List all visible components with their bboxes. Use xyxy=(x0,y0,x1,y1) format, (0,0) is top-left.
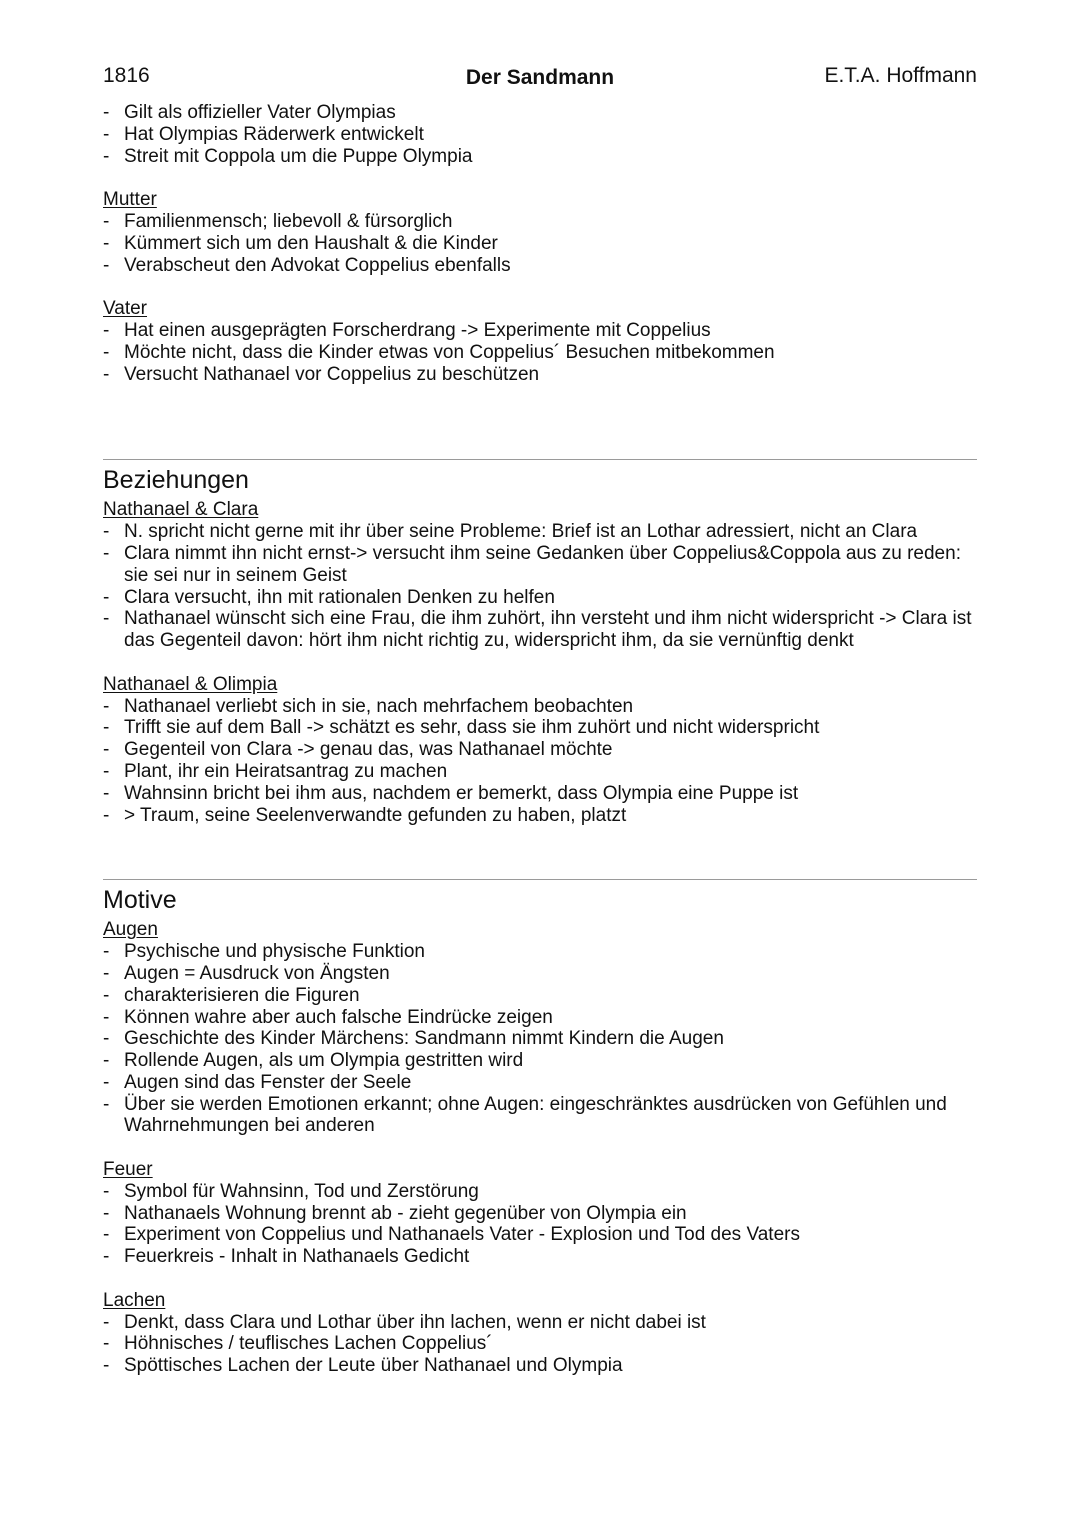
vater-list xyxy=(103,320,977,385)
list-item: - Über sie werden Emotionen erkannt; ohne Augen: eingeschränktes ausdrücken von Gefühlen und Wahrnehmungen bei anderen xyxy=(103,1094,977,1138)
list-item: - Augen = Ausdruck von Ängsten xyxy=(103,963,977,985)
vater-heading: Vater xyxy=(103,298,148,320)
list-item: - Nathanael wünscht sich eine Frau, die ihm zuhört, ihn versteht und ihm nicht widerspricht -> Clara ist das Gegenteil davon: hört ihm nicht richtig zu, widerspricht ihm, da sie vernünftig denkt xyxy=(103,608,977,652)
mutter-list xyxy=(103,211,977,276)
list-item: - Wahnsinn bricht bei ihm aus, nachdem er bemerkt, dass Olympia eine Puppe ist xyxy=(103,783,977,805)
list-item: - Familienmensch; liebevoll & fürsorglich xyxy=(103,211,977,233)
section-divider xyxy=(103,459,977,460)
list-item: - Experiment von Coppelius und Nathanaels Vater - Explosion und Tod des Vaters xyxy=(103,1224,977,1246)
list-item: - Möchte nicht, dass die Kinder etwas von Coppelius´ Besuchen mitbekommen xyxy=(103,342,977,364)
list-item: - Psychische und physische Funktion xyxy=(103,941,977,963)
nathanael-clara-list xyxy=(103,521,977,652)
lachen-list xyxy=(103,1312,977,1377)
list-item: - Rollende Augen, als um Olympia gestritten wird xyxy=(103,1050,977,1072)
list-item: - Können wahre aber auch falsche Eindrücke zeigen xyxy=(103,1007,977,1029)
list-item: - Versucht Nathanael vor Coppelius zu beschützen xyxy=(103,364,977,386)
list-item: - > Traum, seine Seelenverwandte gefunden zu haben, platzt xyxy=(103,805,977,827)
list-item: - Trifft sie auf dem Ball -> schätzt es sehr, dass sie ihm zuhört und nicht widerspricht xyxy=(103,717,977,739)
mutter-heading: Mutter xyxy=(103,189,157,211)
list-item: - Nathanaels Wohnung brennt ab - zieht gegenüber von Olympia ein xyxy=(103,1203,977,1225)
augen-list xyxy=(103,941,977,1137)
section-title-beziehungen: Beziehungen xyxy=(103,466,249,495)
page-header xyxy=(103,64,977,94)
feuer-list xyxy=(103,1181,977,1268)
section-divider xyxy=(103,879,977,880)
feuer-heading: Feuer xyxy=(103,1159,153,1181)
nathanael-olimpia-list xyxy=(103,696,977,827)
list-item: - Hat einen ausgeprägten Forscherdrang -> Experimente mit Coppelius xyxy=(103,320,977,342)
list-item: - Denkt, dass Clara und Lothar über ihn lachen, wenn er nicht dabei ist xyxy=(103,1312,977,1334)
list-item: - Geschichte des Kinder Märchens: Sandmann nimmt Kindern die Augen xyxy=(103,1028,977,1050)
nathanael-olimpia-heading: Nathanael & Olimpia xyxy=(103,673,278,695)
section-title-motive: Motive xyxy=(103,886,177,915)
lachen-heading: Lachen xyxy=(103,1289,166,1311)
list-item: - charakterisieren die Figuren xyxy=(103,985,977,1007)
list-item: - Symbol für Wahnsinn, Tod und Zerstörung xyxy=(103,1181,977,1203)
list-item: - Kümmert sich um den Haushalt & die Kinder xyxy=(103,233,977,255)
document-body xyxy=(103,102,977,1377)
list-item: - Clara versucht, ihn mit rationalen Denken zu helfen xyxy=(103,587,977,609)
list-item: - Gegenteil von Clara -> genau das, was Nathanael möchte xyxy=(103,739,977,761)
list-item: - Streit mit Coppola um die Puppe Olympia xyxy=(103,146,977,168)
author: E.T.A. Hoffmann xyxy=(824,64,977,87)
list-item: - Clara nimmt ihn nicht ernst-> versucht ihm seine Gedanken über Coppelius&Coppola aus zu reden: sie sei nur in seinem Geist xyxy=(103,543,977,587)
list-item: - Feuerkreis - Inhalt in Nathanaels Gedicht xyxy=(103,1246,977,1268)
nathanael-clara-heading: Nathanael & Clara xyxy=(103,499,259,521)
list-item: - N. spricht nicht gerne mit ihr über seine Probleme: Brief ist an Lothar adressiert, nicht an Clara xyxy=(103,521,977,543)
document-title: Der Sandmann xyxy=(465,66,615,89)
list-item: - Höhnisches / teuflisches Lachen Coppelius´ xyxy=(103,1333,977,1355)
list-item: - Augen sind das Fenster der Seele xyxy=(103,1072,977,1094)
augen-heading: Augen xyxy=(103,919,158,941)
list-item: - Verabscheut den Advokat Coppelius ebenfalls xyxy=(103,255,977,277)
list-item: - Plant, ihr ein Heiratsantrag zu machen xyxy=(103,761,977,783)
list-item: - Gilt als offizieller Vater Olympias xyxy=(103,102,977,124)
list-item: - Nathanael verliebt sich in sie, nach mehrfachem beobachten xyxy=(103,696,977,718)
intro-list xyxy=(103,102,977,167)
year: 1816 xyxy=(103,64,150,87)
list-item: - Hat Olympias Räderwerk entwickelt xyxy=(103,124,977,146)
list-item: - Spöttisches Lachen der Leute über Nathanael und Olympia xyxy=(103,1355,977,1377)
